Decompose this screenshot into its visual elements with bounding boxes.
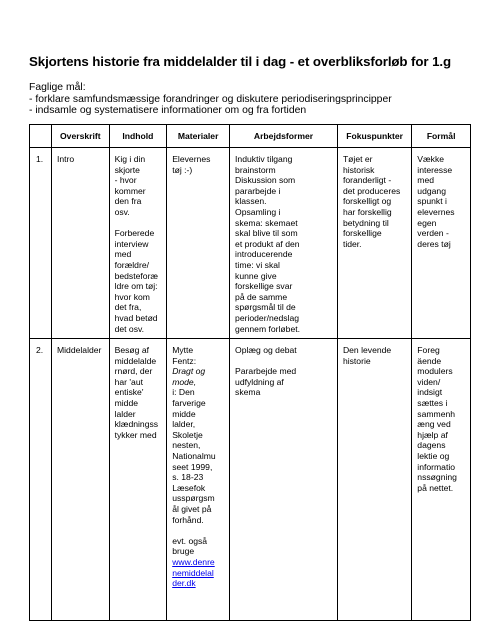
cell-line: hvor kom xyxy=(114,291,150,302)
goals-heading: Faglige mål: xyxy=(29,82,86,93)
cell-line: et produkt af den xyxy=(235,238,300,249)
cell-line: introducerende xyxy=(235,249,293,260)
cell-line: foranderligt - xyxy=(342,175,392,186)
materialer-details xyxy=(172,387,225,525)
table-row xyxy=(30,339,471,621)
cell-line: egen xyxy=(417,217,437,228)
cell-line: har 'aut xyxy=(114,376,143,387)
header-fokuspunkter: Fokuspunkter xyxy=(337,125,411,148)
cell-line: gennem forløbet. xyxy=(235,323,301,334)
cell-line: elevernes xyxy=(417,206,455,217)
cell-line: betydning til xyxy=(342,217,389,228)
cell-line[interactable]: der.dk xyxy=(172,578,196,589)
cell-line: Induktiv tilgang xyxy=(235,154,293,164)
cell-line: deres tøj xyxy=(417,238,451,249)
cell-indhold xyxy=(109,148,167,339)
cell-line: Forberede xyxy=(114,228,155,239)
cell-line: spørgsmål til de xyxy=(235,302,296,313)
cell-line: seet 1999, xyxy=(172,461,213,472)
cell-arbejdsformer xyxy=(230,339,338,621)
cell-line xyxy=(115,218,163,229)
cell-line: osv. xyxy=(114,206,130,217)
cell-line: evt. også xyxy=(172,535,208,546)
cell-formaal xyxy=(412,339,471,621)
cell-line: verden - xyxy=(417,228,449,239)
cell-line: Skoletje xyxy=(172,429,203,440)
table-header-row xyxy=(30,125,471,148)
cell-line: tøj :-) xyxy=(172,164,193,175)
cell-line: midde xyxy=(114,398,138,409)
cell-line: Oplæg og debat xyxy=(235,345,297,356)
cell-line: udgang xyxy=(417,185,446,196)
cell-line: Foreg xyxy=(417,345,440,356)
header-indhold: Indhold xyxy=(109,125,167,148)
cell-line: klædningss xyxy=(114,419,159,430)
cell-overskrift: Middelalder xyxy=(51,339,109,621)
cell-line: skal blive til som xyxy=(235,228,298,239)
cell-line: lalder xyxy=(114,408,136,419)
header-materialer: Materialer xyxy=(167,125,230,148)
cell-line: ldre om tøj: xyxy=(114,281,158,292)
header-overskrift: Overskrift xyxy=(51,125,109,148)
cell-line: tider. xyxy=(342,238,362,249)
cell-line: Kig i din xyxy=(114,154,146,164)
materialer-book-title: mode, xyxy=(172,376,197,387)
cell-line: Opsamling i xyxy=(235,206,281,217)
cell-line: forskellige svar xyxy=(235,281,293,292)
cell-line: interesse xyxy=(417,164,453,175)
cell-line: bruge xyxy=(172,546,195,557)
cell-line: skjorte xyxy=(114,164,140,175)
cell-line: Den levende xyxy=(342,345,392,356)
cell-formaal xyxy=(412,148,471,339)
cell-line: ål givet på xyxy=(172,504,212,514)
cell-line: viden/ xyxy=(417,376,441,387)
header-arbejdsformer: Arbejdsformer xyxy=(230,125,338,148)
cell-line: nesten, xyxy=(172,440,201,451)
materialer-extra xyxy=(172,536,225,557)
cell-line: interview xyxy=(114,238,149,249)
cell-line: nssøgning xyxy=(417,472,457,483)
cell-line: har forskellig xyxy=(342,206,392,217)
materialer-book-title: Dragt og xyxy=(172,366,206,377)
cell-line: Elevernes xyxy=(172,154,211,164)
denrenemiddelalder-link[interactable] xyxy=(172,557,225,589)
cell-line: Vække xyxy=(417,154,445,164)
cell-line: bedsteforæ xyxy=(114,270,159,281)
goal-item: - indsamle og systematisere informationer om og fra fortiden xyxy=(29,105,307,117)
cell-line: midde xyxy=(172,408,196,419)
cell-line: sættes i xyxy=(417,398,448,409)
cell-line: Læsefok xyxy=(172,482,206,493)
cell-line: modulers xyxy=(417,366,453,377)
course-table xyxy=(29,124,471,621)
cell-line: klassen. xyxy=(235,196,267,207)
cell-line: Besøg af xyxy=(114,345,149,356)
cell-line: Tøjet er xyxy=(342,154,373,164)
cell-line: dagens xyxy=(417,440,446,451)
cell-line: forskelligt og xyxy=(342,196,392,207)
cell-line: - hvor xyxy=(114,175,137,186)
cell-line: tykker med xyxy=(114,429,157,440)
cell-line: usspørgsm xyxy=(172,493,215,504)
cell-line: skema xyxy=(235,387,261,398)
cell-line: spunkt i xyxy=(417,196,447,207)
cell-line: Nationalmu xyxy=(172,451,216,462)
cell-line[interactable]: www.denre xyxy=(172,556,215,567)
cell-line: det produceres xyxy=(342,185,401,196)
cell-line: med xyxy=(417,175,435,186)
cell-line: Diskussion som xyxy=(235,175,296,186)
cell-line: forældre/ xyxy=(114,259,149,270)
materialer-author: Fentz: xyxy=(172,355,197,366)
cell-indhold xyxy=(109,339,167,621)
cell-fokuspunkter xyxy=(337,339,411,621)
cell-line: sammenh xyxy=(417,408,456,419)
cell-line: rnørd, der xyxy=(114,366,153,377)
materialer-author: Mytte xyxy=(172,345,194,356)
cell-line: på de samme xyxy=(235,291,288,302)
cell-line: Pararbejde med xyxy=(235,366,297,377)
cell-line: hvad betød xyxy=(114,312,158,323)
document-title: Skjortens historie fra middelalder til i dag - et overbliksforløb for 1.g xyxy=(29,54,451,69)
cell-line: historisk xyxy=(342,164,375,175)
cell-line: farverige xyxy=(172,398,206,409)
cell-materialer xyxy=(167,339,230,621)
table-row xyxy=(30,148,471,339)
cell-line: hjælp af xyxy=(417,429,448,440)
cell-line xyxy=(235,356,333,367)
cell-line: forskellige xyxy=(342,228,382,239)
cell-line: det osv. xyxy=(114,323,145,334)
cell-fokuspunkter xyxy=(337,148,411,339)
cell-materialer xyxy=(167,148,230,339)
cell-line: s. 18-23 xyxy=(172,472,204,483)
cell-line: middelalde xyxy=(114,355,157,366)
cell-line: indsigt xyxy=(417,387,443,398)
row-number: 1. xyxy=(30,148,52,339)
header-num xyxy=(30,125,52,148)
cell-line: skema: skemaet xyxy=(235,217,298,228)
cell-line: den fra xyxy=(114,196,142,207)
cell-line: pararbejde i xyxy=(235,185,281,196)
cell-line: entiske' xyxy=(114,387,144,398)
cell-line: lalder, xyxy=(172,419,196,430)
header-formaal: Formål xyxy=(412,125,471,148)
cell-line: perioder/nedslag xyxy=(235,312,300,323)
cell-line: kunne give xyxy=(235,270,277,281)
cell-line: æng ved xyxy=(417,419,451,430)
cell-line: brainstorm xyxy=(235,164,276,175)
cell-overskrift: Intro xyxy=(51,148,109,339)
cell-line: udfyldning af xyxy=(235,376,284,387)
cell-line: informatio xyxy=(417,461,456,472)
cell-line[interactable]: nemiddelal xyxy=(172,567,214,578)
cell-arbejdsformer xyxy=(230,148,338,339)
cell-line: med xyxy=(114,249,132,260)
cell-line: forhånd. xyxy=(172,514,204,525)
cell-line: kommer xyxy=(114,185,146,196)
cell-line: i: Den xyxy=(172,387,195,398)
cell-line: det fra, xyxy=(114,302,142,313)
learning-goals xyxy=(29,82,392,117)
cell-line: time: vi skal xyxy=(235,259,280,270)
cell-line: äende xyxy=(417,355,442,366)
cell-line: historie xyxy=(342,355,371,366)
goal-item: - forklare samfundsmæssige forandringer og diskutere periodiseringsprincipper xyxy=(29,93,392,105)
cell-line: på nettet. xyxy=(417,482,454,493)
row-number: 2. xyxy=(30,339,52,621)
cell-line: lektie og xyxy=(417,451,450,462)
